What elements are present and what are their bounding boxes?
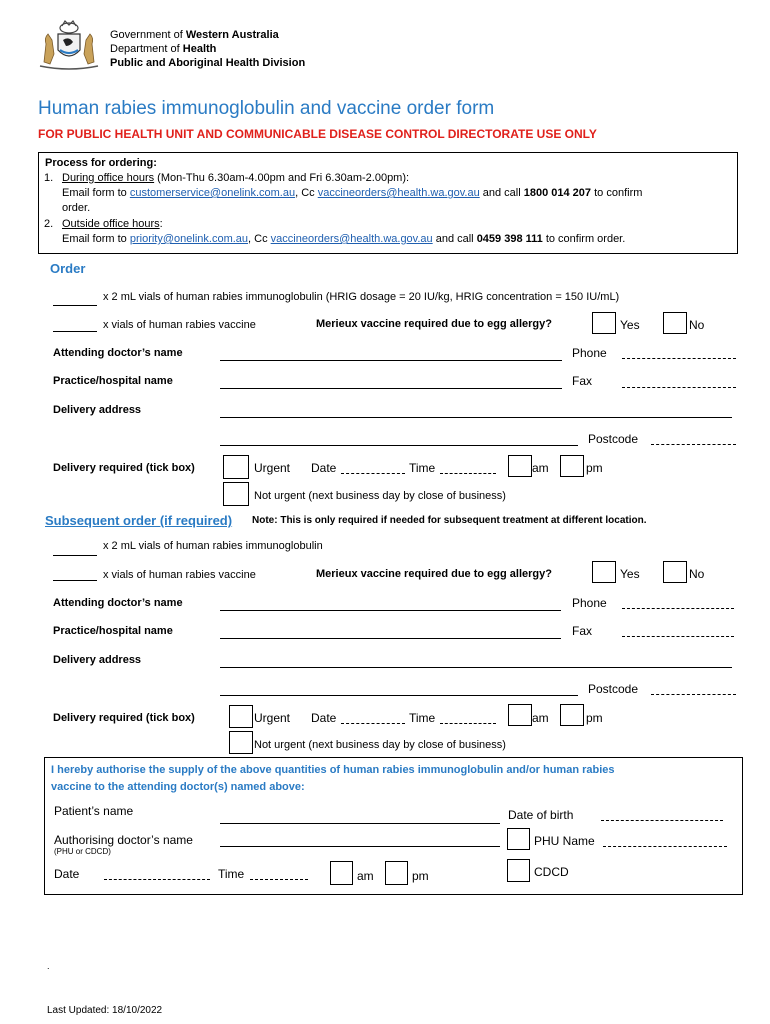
sub-phone-field[interactable] [622,608,734,609]
fax-label: Fax [572,374,593,388]
auth-time-field[interactable] [250,879,308,880]
postcode-label: Postcode [588,432,639,446]
sub-time-label: Time [409,711,436,725]
sub-postcode-label: Postcode [588,682,639,696]
sub-not-urgent-checkbox[interactable] [229,731,253,754]
auth-am-checkbox[interactable] [330,861,353,885]
order-heading: Order [50,261,86,276]
sub-merieux-no-checkbox[interactable] [663,561,687,583]
hrig-line: x 2 mL vials of human rabies immunoglobulin (HRIG dosage = 20 IU/kg, HRIG concentration = 150 IU/mL) [103,291,620,303]
sub-urgent-label: Urgent [254,711,291,725]
authorising-doctor-sublabel: (PHU or CDCD) [54,847,111,856]
sub-vaccine-quantity-field[interactable] [53,580,97,581]
wa-coat-of-arms-logo [36,18,102,72]
sub-postcode-field[interactable] [651,694,736,695]
authorisation-statement-line2: vaccine to the attending doctor(s) named above: [51,781,305,793]
header-government: Government of Western Australia [110,29,279,41]
sub-hrig-quantity-field[interactable] [53,555,97,556]
sub-phone-label: Phone [572,596,607,610]
dob-label: Date of birth [508,808,574,822]
fax-field[interactable] [622,387,736,388]
sub-attending-doctor-label: Attending doctor’s name [53,597,183,609]
email-vaccineorders-link[interactable]: vaccineorders@health.wa.gov.au [317,187,480,199]
pm-label: pm [586,461,603,475]
merieux-yes-checkbox[interactable] [592,312,616,334]
process-item1-line3: order. [62,202,91,214]
sub-delivery-address-field-line2[interactable] [220,695,578,696]
auth-pm-label: pm [412,869,429,883]
process-item1-line2: Email form to customerservice@onelink.com.au, Cc vaccineorders@health.wa.gov.au and call 1800 014 207 to confirm [62,187,643,199]
authorising-doctor-label: Authorising doctor’s name [54,833,193,847]
sub-merieux-yes-label: Yes [620,567,640,581]
header-department: Department of Health [110,43,217,55]
authorisation-statement-line1: I hereby authorise the supply of the above quantities of human rabies immunoglobulin and/or human rabies [51,764,615,776]
sub-date-label: Date [311,711,337,725]
delivery-required-label: Delivery required (tick box) [53,462,195,474]
attending-doctor-field[interactable] [220,360,562,361]
delivery-address-field-line1[interactable] [220,417,732,418]
merieux-yes-label: Yes [620,318,640,332]
time-label: Time [409,461,436,475]
process-item2-number: 2. [44,218,54,230]
sub-urgent-checkbox[interactable] [229,705,253,728]
patient-name-field[interactable] [220,823,500,824]
email-vaccineorders-link-2[interactable]: vaccineorders@health.wa.gov.au [270,233,433,245]
phu-checkbox[interactable] [507,828,530,850]
hrig-quantity-field[interactable] [53,305,97,306]
am-label: am [532,461,549,475]
stray-dot: . [47,961,50,971]
sub-am-checkbox[interactable] [508,704,532,726]
practice-label: Practice/hospital name [53,375,173,387]
pm-checkbox[interactable] [560,455,584,477]
auth-date-label: Date [54,867,80,881]
sub-date-field[interactable] [341,723,405,724]
sub-vaccine-line: x vials of human rabies vaccine [103,569,256,581]
dob-field[interactable] [601,820,723,821]
phone-field[interactable] [622,358,736,359]
process-item1-number: 1. [44,172,54,184]
auth-time-label: Time [218,867,245,881]
time-field[interactable] [440,473,496,474]
sub-attending-doctor-field[interactable] [220,610,561,611]
authorising-doctor-field[interactable] [220,846,500,847]
vaccine-quantity-field[interactable] [53,331,97,332]
attending-doctor-label: Attending doctor’s name [53,347,183,359]
not-urgent-checkbox[interactable] [223,482,249,506]
email-priority-link[interactable]: priority@onelink.com.au [129,233,249,245]
process-item2-line2: Email form to priority@onelink.com.au, Cc vaccineorders@health.wa.gov.au and call 0459 398 111 to confirm order. [62,233,626,245]
urgent-label: Urgent [254,461,291,475]
sub-delivery-address-field-line1[interactable] [220,667,732,668]
sub-delivery-required-label: Delivery required (tick box) [53,712,195,724]
sub-merieux-no-label: No [689,567,705,581]
merieux-question: Merieux vaccine required due to egg allergy? [316,318,552,330]
header-division: Public and Aboriginal Health Division [110,57,306,69]
vaccine-line: x vials of human rabies vaccine [103,319,256,331]
phu-name-field[interactable] [603,846,727,847]
patient-name-label: Patient’s name [54,804,134,818]
merieux-no-checkbox[interactable] [663,312,687,334]
merieux-no-label: No [689,318,705,332]
phu-name-label: PHU Name [534,834,595,848]
sub-pm-label: pm [586,711,603,725]
sub-fax-field[interactable] [622,636,734,637]
urgent-checkbox[interactable] [223,455,249,479]
auth-pm-checkbox[interactable] [385,861,408,885]
phone-label: Phone [572,346,607,360]
page-title: Human rabies immunoglobulin and vaccine order form [38,98,495,119]
date-label: Date [311,461,337,475]
date-field[interactable] [341,473,405,474]
process-item2-line1: Outside office hours: [62,218,163,230]
process-heading: Process for ordering: [45,157,157,169]
sub-hrig-line: x 2 mL vials of human rabies immunoglobulin [103,540,323,552]
subsequent-order-heading: Subsequent order (if required) [45,513,233,528]
sub-not-urgent-label: Not urgent (next business day by close of business) [254,739,506,751]
sub-practice-field[interactable] [220,638,561,639]
process-item1-line1: During office hours (Mon-Thu 6.30am-4.00pm and Fri 6.30am-2.00pm): [62,172,410,184]
cdcd-label: CDCD [534,865,569,879]
sub-am-label: am [532,711,549,725]
delivery-address-label: Delivery address [53,404,142,416]
cdcd-checkbox[interactable] [507,859,530,882]
auth-am-label: am [357,869,374,883]
not-urgent-label: Not urgent (next business day by close of business) [254,490,506,502]
sub-delivery-address-label: Delivery address [53,654,142,666]
sub-practice-label: Practice/hospital name [53,625,173,637]
practice-field[interactable] [220,388,562,389]
email-customerservice-link[interactable]: customerservice@onelink.com.au [129,187,296,199]
am-checkbox[interactable] [508,455,532,477]
sub-merieux-yes-checkbox[interactable] [592,561,616,583]
auth-date-field[interactable] [104,879,210,880]
sub-time-field[interactable] [440,723,496,724]
subsequent-note: Note: This is only required if needed for subsequent treatment at different location. [252,515,647,526]
postcode-field[interactable] [651,444,736,445]
sub-merieux-question: Merieux vaccine required due to egg allergy? [316,568,552,580]
sub-pm-checkbox[interactable] [560,704,584,726]
last-updated: Last Updated: 18/10/2022 [47,1005,163,1016]
delivery-address-field-line2[interactable] [220,445,578,446]
use-only-subtitle: FOR PUBLIC HEALTH UNIT AND COMMUNICABLE DISEASE CONTROL DIRECTORATE USE ONLY [38,127,597,141]
sub-fax-label: Fax [572,624,593,638]
